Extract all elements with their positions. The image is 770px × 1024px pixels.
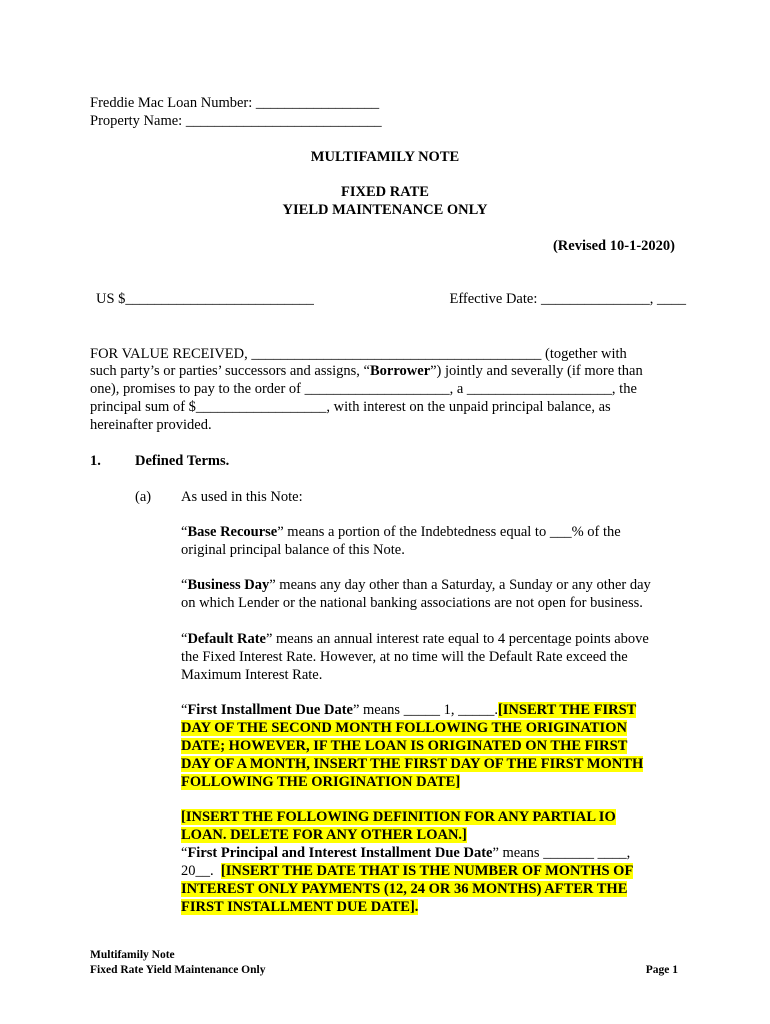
def-default-rate-term: Default Rate [187, 631, 266, 647]
def-default-rate-line-1: “Default Rate” means an annual interest rate equal to 4 percentage points above [181, 631, 649, 647]
footer-doc-type: Fixed Rate Yield Maintenance Only [90, 964, 266, 976]
borrower-term: Borrower [370, 363, 431, 379]
intro-line-3: one), promises to pay to the order of ____________________, a ____________________, the [90, 381, 637, 397]
highlight-instruction: [INSERT THE FIRST [497, 702, 637, 718]
def-base-recourse-text: ” means a portion of the Indebtedness equal to ___% of the [277, 524, 621, 540]
def-first-installment-term: First Installment Due Date [187, 702, 353, 718]
def-first-installment-line-2 [181, 719, 627, 737]
def-default-rate-line-3: Maximum Interest Rate. [181, 667, 323, 683]
subsection-text: As used in this Note: [181, 489, 303, 505]
highlight-instruction: FIRST INSTALLMENT DUE DATE]. [181, 899, 419, 915]
loan-number-line: Freddie Mac Loan Number: _________________ [90, 95, 380, 111]
def-base-recourse-line-1: “Base Recourse” means a portion of the Indebtedness equal to ___% of the [181, 524, 621, 540]
def-first-installment-line-1: “First Installment Due Date” means _____ 1, _____.[INSERT THE FIRST [181, 702, 637, 718]
def-first-pi-term: First Principal and Interest Installment Due Date [187, 845, 493, 861]
section-title: Defined Terms. [135, 453, 230, 469]
intro-line-2a: such party’s or parties’ successors and assigns, “ [90, 363, 370, 379]
def-first-pi-line-3 [181, 880, 627, 898]
def-business-day-line-1: “Business Day” means any day other than a Saturday, a Sunday or any other day [181, 577, 651, 593]
highlight-instruction: [INSERT THE FOLLOWING DEFINITION FOR ANY PARTIAL IO [181, 809, 616, 825]
def-business-day-line-2: on which Lender or the national banking associations are not open for business. [181, 595, 643, 611]
def-first-installment-line-5 [181, 773, 460, 791]
highlight-instruction: DAY OF A MONTH, INSERT THE FIRST DAY OF THE FIRST MONTH [181, 756, 644, 772]
section-number: 1. [90, 453, 101, 469]
def-default-rate-line-2: the Fixed Interest Rate. However, at no time will the Default Rate exceed the [181, 649, 628, 665]
intro-line-5: hereinafter provided. [90, 417, 212, 433]
io-instruction-line-2 [181, 826, 467, 844]
def-base-recourse-line-2: original principal balance of this Note. [181, 542, 405, 558]
highlight-instruction: [INSERT THE DATE THAT IS THE NUMBER OF MONTHS OF [220, 863, 634, 879]
document-subtitle-1: FIXED RATE [341, 184, 429, 200]
def-first-pi-year: 20__. [181, 863, 214, 879]
highlight-instruction: LOAN. DELETE FOR ANY OTHER LOAN.] [181, 827, 467, 843]
highlight-instruction: INTEREST ONLY PAYMENTS (12, 24 OR 36 MONTHS) AFTER THE [181, 881, 628, 897]
io-instruction-line-1 [181, 808, 616, 826]
def-first-pi-text: ” means _______ ____, [492, 845, 631, 861]
page-number: Page 1 [645, 964, 678, 976]
def-first-pi-line-1: “First Principal and Interest Installment Due Date” means _______ ____, [181, 845, 631, 861]
def-first-pi-line-2 [181, 862, 633, 880]
def-first-installment-text: ” means _____ 1, _____. [352, 702, 498, 718]
revision-date: (Revised 10-1-2020) [552, 238, 675, 254]
def-default-rate-text: ” means an annual interest rate equal to 4 percentage points above [265, 631, 649, 647]
def-business-day-term: Business Day [187, 577, 270, 593]
us-amount-line: US $__________________________ [96, 291, 314, 307]
intro-line-2c: ”) jointly and severally (if more than [430, 363, 643, 379]
intro-line-2 [90, 362, 643, 380]
subsection-label: (a) [135, 489, 152, 505]
property-name-line: Property Name: ___________________________ [90, 113, 382, 129]
def-base-recourse-term: Base Recourse [187, 524, 278, 540]
highlight-instruction: FOLLOWING THE ORIGINATION DATE] [181, 774, 461, 790]
highlight-instruction: DAY OF THE SECOND MONTH FOLLOWING THE ORIGINATION [181, 720, 627, 736]
intro-line-1: FOR VALUE RECEIVED, ________________________________________ (together with [90, 346, 627, 362]
intro-line-4: principal sum of $__________________, with interest on the unpaid principal balance, as [90, 399, 611, 415]
effective-date-line: Effective Date: _______________, ____ [449, 291, 686, 307]
def-business-day-text: ” means any day other than a Saturday, a Sunday or any other day [269, 577, 651, 593]
def-first-installment-line-4 [181, 755, 643, 773]
footer-doc-name: Multifamily Note [90, 949, 175, 961]
def-first-installment-line-3 [181, 737, 627, 755]
document-title: MULTIFAMILY NOTE [310, 149, 460, 165]
document-subtitle-2: YIELD MAINTENANCE ONLY [282, 202, 488, 218]
highlight-instruction: DATE; HOWEVER, IF THE LOAN IS ORIGINATED ON THE FIRST [181, 738, 628, 754]
def-first-pi-line-4 [181, 898, 418, 916]
